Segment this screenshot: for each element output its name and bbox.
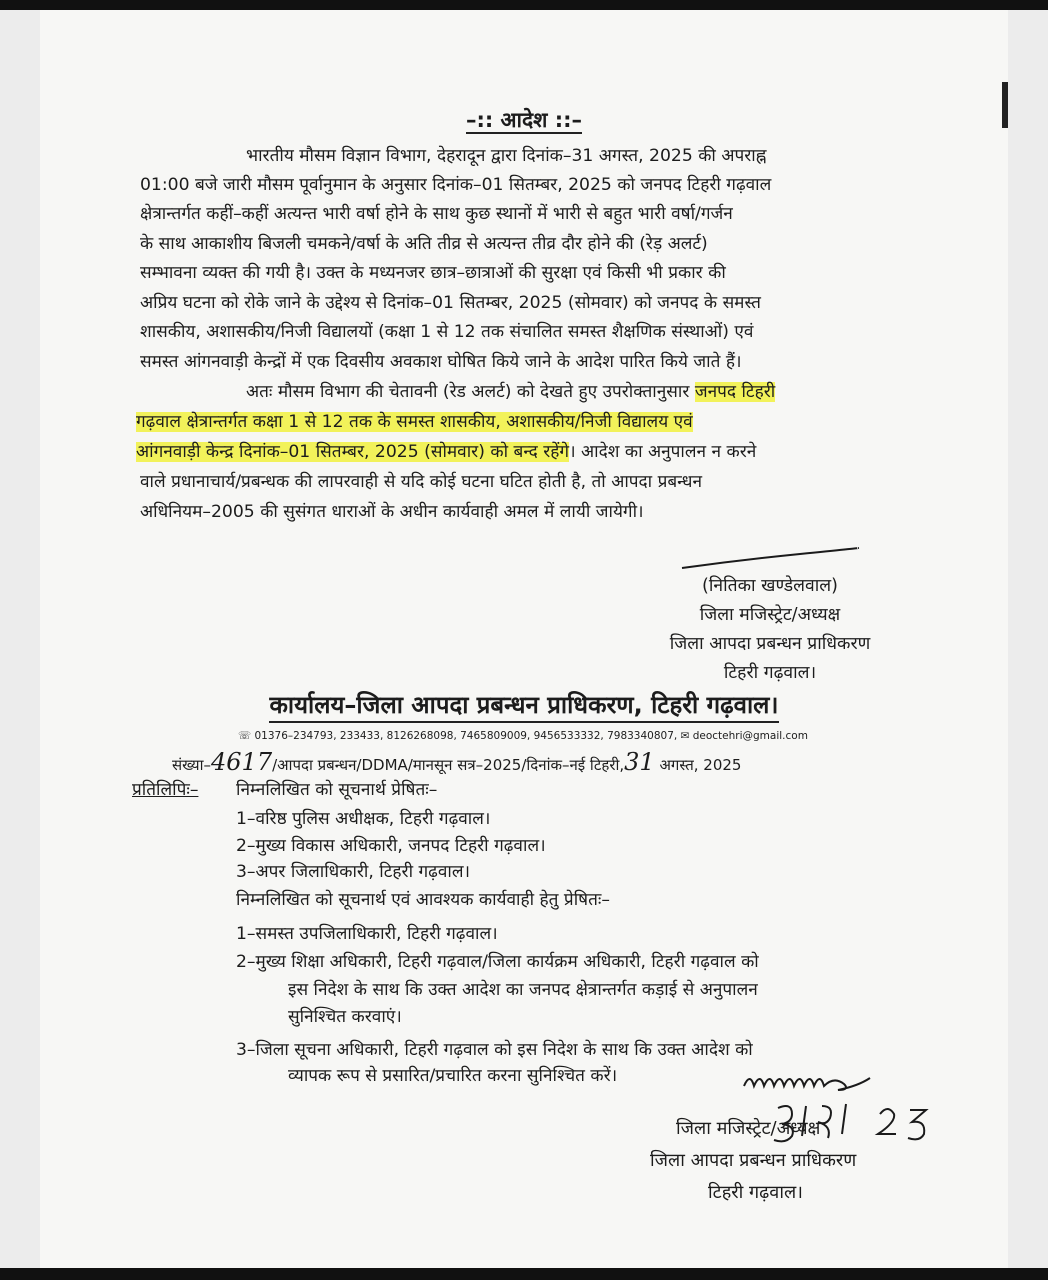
paragraph-line: 01:00 बजे जारी मौसम पूर्वानुमान के अनुसार दिनांक–01 सितम्बर, 2025 को जनपद टिहरी गढ़वाल — [140, 175, 772, 195]
right-margin — [1008, 10, 1048, 1268]
highlighted-text: जनपद टिहरी — [694, 382, 776, 402]
plain-text: । आदेश का अनुपालन न करने — [569, 442, 757, 462]
reference-date: अगस्त, 2025 — [659, 756, 742, 774]
paragraph-line: के साथ आकाशीय बिजली चमकने/वर्षा के अति तीव्र से अत्यन्त तीव्र दौर होने की (रेड़ अलर्ट) — [140, 234, 708, 254]
paragraph-line: सम्भावना व्यक्त की गयी है। उक्त के मध्यनजर छात्र–छात्राओं की सुरक्षा एवं किसी भी प्रकार की — [140, 263, 726, 283]
copy-action-item-cont: व्यापक रूप से प्रसारित/प्रचारित करना सुनिश्चित करें। — [288, 1066, 618, 1086]
highlighted-text: गढ़वाल क्षेत्रान्तर्गत कक्षा 1 से 12 तक के समस्त शासकीय, अशासकीय/निजी विद्यालय एवं — [136, 412, 693, 432]
paragraph-line — [136, 408, 693, 437]
copy-label: प्रतिलिपिः– — [132, 780, 199, 800]
signatory2-designation: जिला मजिस्ट्रेट/अध्यक्ष — [676, 1118, 821, 1139]
signatory-authority: जिला आपदा प्रबन्धन प्राधिकरण — [669, 634, 871, 654]
email-icon: ✉ — [680, 730, 690, 742]
plain-text: अतः मौसम विभाग की चेतावनी (रेड अलर्ट) को देखते हुए उपरोक्तानुसार — [246, 382, 695, 402]
contact-email: deoctehri@gmail.com — [692, 730, 808, 742]
reference-middle: /आपदा प्रबन्धन/DDMA/मानसून सत्र–2025/दिनांक–नई टिहरी, — [272, 756, 625, 774]
copy-action-item: 3–जिला सूचना अधिकारी, टिहरी गढ़वाल को इस निदेश के साथ कि उक्त आदेश को — [236, 1040, 753, 1060]
office-heading: कार्यालय–जिला आपदा प्रबन्धन प्राधिकरण, टिहरी गढ़वाल। — [0, 688, 1048, 721]
copy-action-item-cont: सुनिश्चित करवाएं। — [288, 1007, 402, 1027]
office-contact — [238, 730, 808, 742]
order-title: –:: आदेश ::– — [465, 108, 583, 132]
copy-action-item-cont: इस निदेश के साथ कि उक्त आदेश का जनपद क्षेत्रान्तर्गत कड़ाई से अनुपालन — [288, 980, 758, 1000]
contact-phones: 01376–234793, 233433, 8126268098, 7465809009, 9456533332, 7983340807, — [254, 730, 678, 742]
copy-action-item: 1–समस्त उपजिलाधिकारी, टिहरी गढ़वाल। — [236, 924, 498, 944]
highlighted-text: आंगनवाड़ी केन्द्र दिनांक–01 सितम्बर, 2025 (सोमवार) को बन्द रहेंगे — [136, 442, 570, 462]
paragraph-line: अप्रिय घटना को रोके जाने के उद्देश्य से दिनांक–01 सितम्बर, 2025 (सोमवार) को जनपद के समस्त — [140, 293, 761, 313]
paragraph-line: क्षेत्रान्तर्गत कहीं–कहीं अत्यन्त भारी वर्षा होने के साथ कुछ स्थानों में भारी से बहुत भारी वर्षा/गर्जन — [140, 204, 733, 224]
reference-prefix: संख्या– — [172, 756, 212, 774]
copy-info-item: 3–अपर जिलाधिकारी, टिहरी गढ़वाल। — [236, 862, 471, 882]
document-page — [40, 10, 1008, 1268]
paragraph-line: समस्त आंगनवाड़ी केन्द्रों में एक दिवसीय अवकाश घोषित किये जाने के आदेश पारित किये जाते हैं। — [140, 352, 742, 372]
left-margin — [0, 10, 40, 1268]
copy-action-intro: निम्नलिखित को सूचनार्थ एवं आवश्यक कार्यवाही हेतु प्रेषितः– — [236, 890, 610, 910]
copy-info-item: 2–मुख्य विकास अधिकारी, जनपद टिहरी गढ़वाल। — [236, 836, 546, 856]
signatory2-place: टिहरी गढ़वाल। — [708, 1182, 804, 1203]
signature-scribble — [740, 1064, 920, 1098]
copy-info-intro: निम्नलिखित को सूचनार्थ प्रेषितः– — [236, 780, 438, 800]
paragraph-line — [246, 378, 775, 407]
paragraph-line: शासकीय, अशासकीय/निजी विद्यालयों (कक्षा 1 से 12 तक संचालित समस्त शैक्षणिक संस्थाओं) एवं — [140, 322, 754, 342]
paragraph-line: वाले प्रधानाचार्य/प्रबन्धक की लापरवाही से यदि कोई घटना घटित होती है, तो आपदा प्रबन्धन — [140, 472, 703, 492]
paragraph-line: भारतीय मौसम विज्ञान विभाग, देहरादून द्वारा दिनांक–31 अगस्त, 2025 की अपराह्न — [246, 146, 767, 166]
paragraph-line: अधिनियम–2005 की सुसंगत धाराओं के अधीन कार्यवाही अमल में लायी जायेगी। — [140, 502, 644, 522]
signatory-designation: जिला मजिस्ट्रेट/अध्यक्ष — [699, 605, 841, 625]
signatory-name: (नितिका खण्डेलवाल) — [702, 576, 838, 596]
copy-action-item: 2–मुख्य शिक्षा अधिकारी, टिहरी गढ़वाल/जिला कार्यक्रम अधिकारी, टिहरी गढ़वाल को — [236, 952, 759, 972]
top-border — [0, 0, 1048, 10]
paragraph-line — [136, 438, 756, 467]
bottom-border — [0, 1268, 1048, 1280]
reference-number: 4617 — [211, 748, 273, 776]
reference-line — [172, 748, 741, 776]
signatory-block — [640, 572, 900, 688]
phone-icon: ☏ — [238, 730, 252, 742]
signatory2-authority: जिला आपदा प्रबन्धन प्राधिकरण — [650, 1150, 857, 1171]
signatory-place: टिहरी गढ़वाल। — [723, 663, 817, 683]
reference-day: 31 — [624, 748, 655, 776]
copy-info-item: 1–वरिष्ठ पुलिस अधीक्षक, टिहरी गढ़वाल। — [236, 809, 491, 829]
